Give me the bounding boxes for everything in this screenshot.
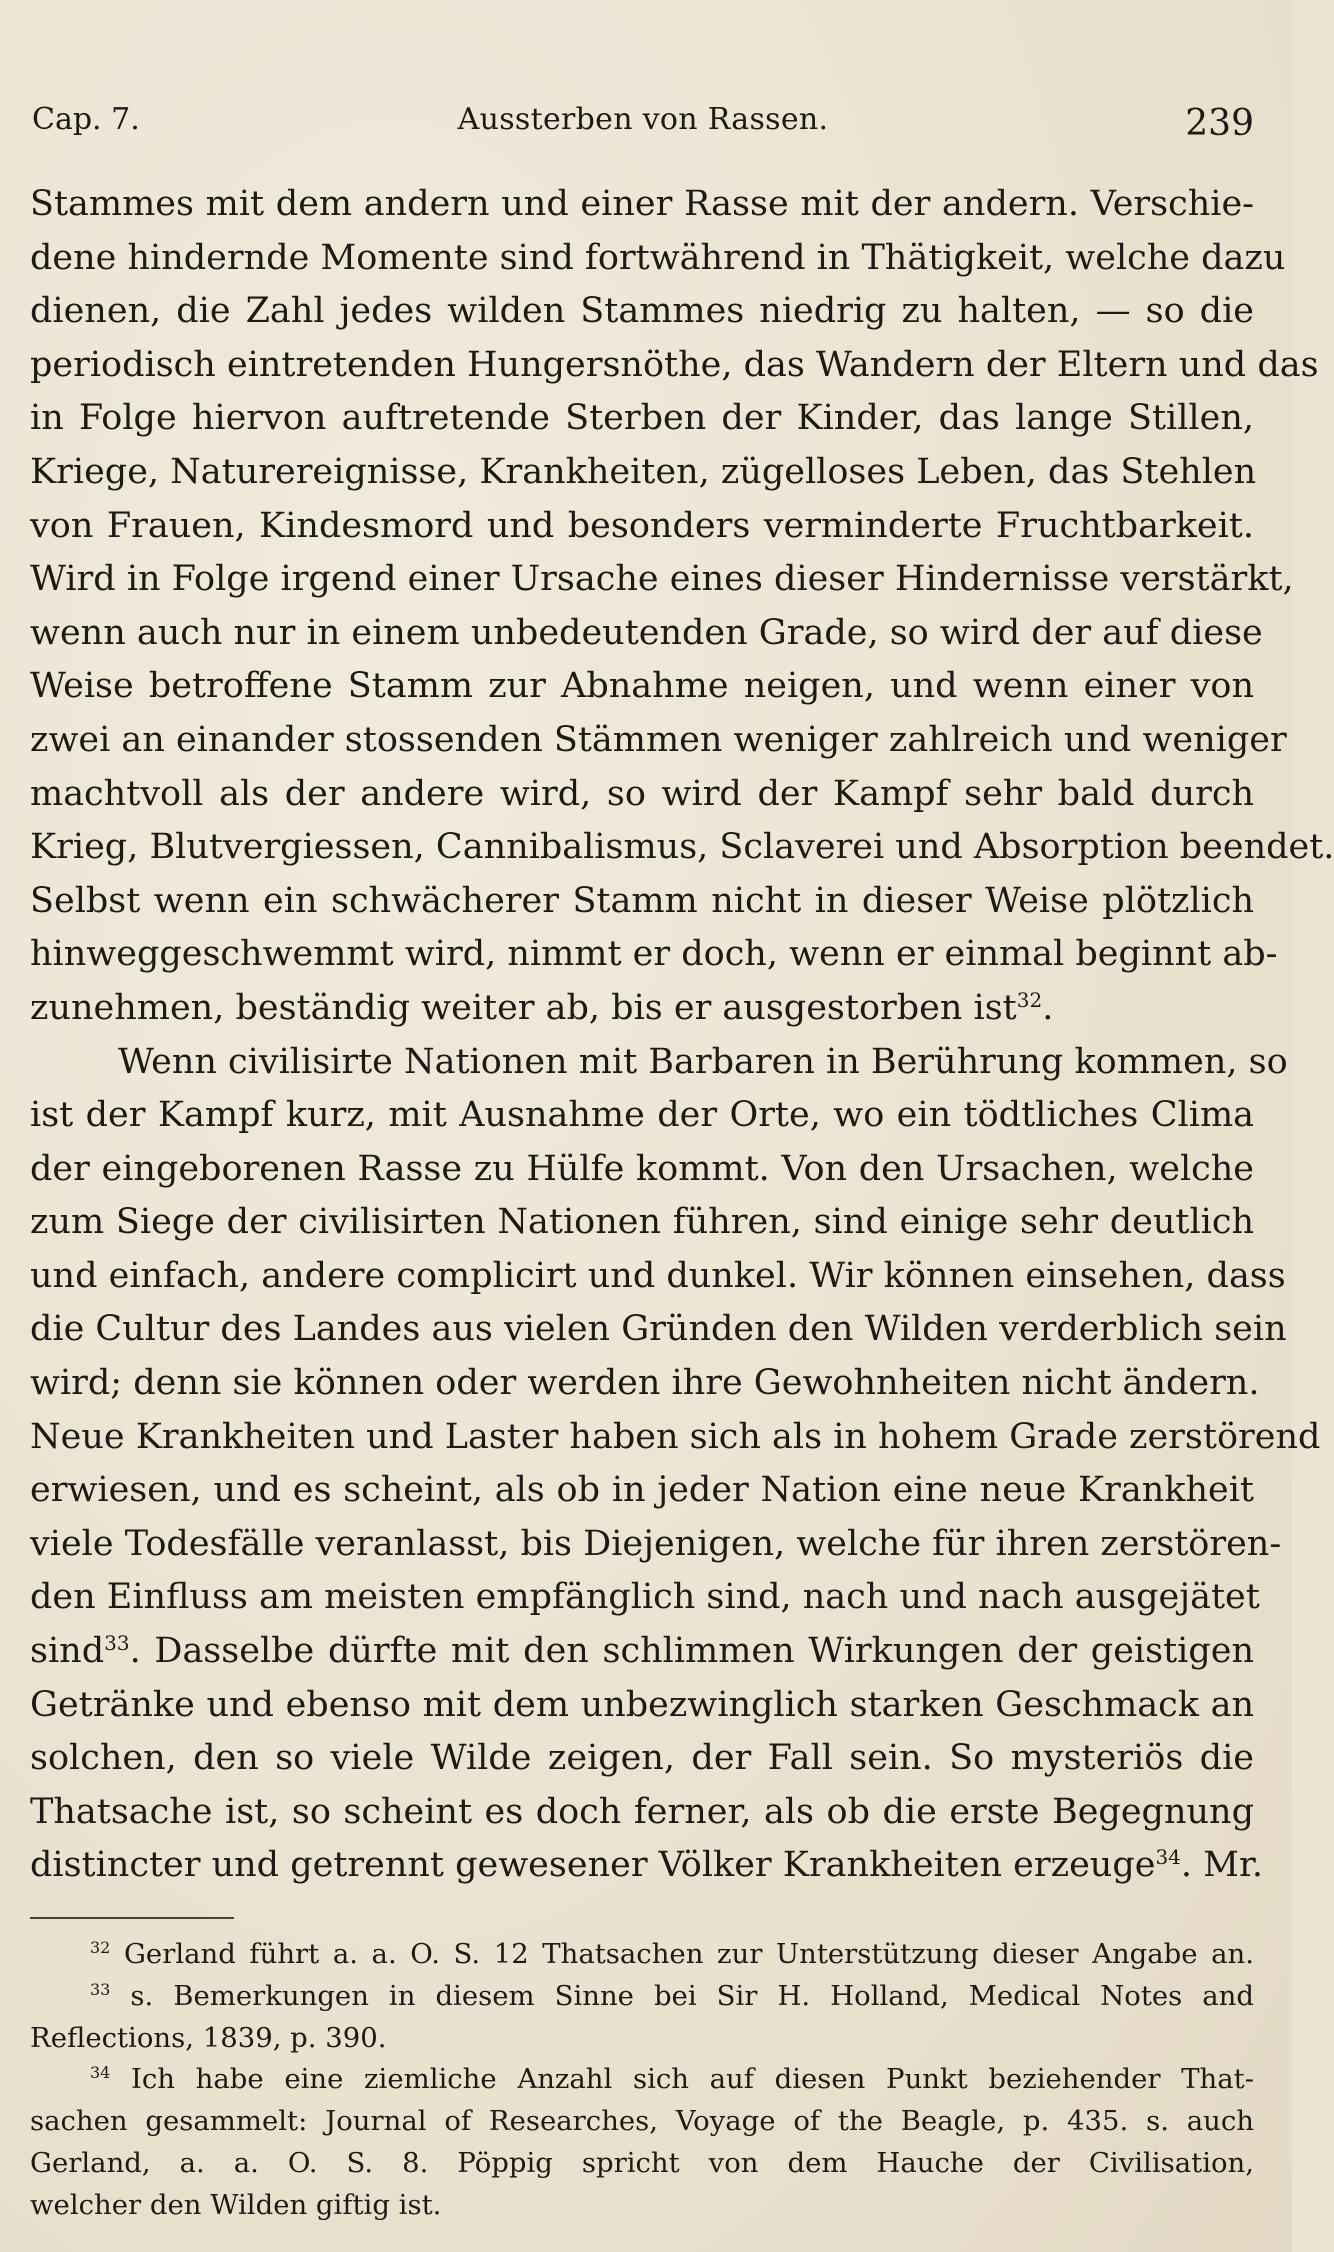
body-line: wenn auch nur in einem unbedeutenden Grade, so wird der auf diese bbox=[30, 612, 1263, 653]
body-line: Selbst wenn ein schwächerer Stamm nicht in dieser Weise plötzlich bbox=[30, 880, 1254, 921]
chapter-label: Cap. 7. bbox=[32, 102, 140, 137]
body-line: die Cultur des Landes aus vielen Gründen den Wilden verderblich sein bbox=[30, 1309, 1287, 1350]
body-line: distincter und getrennt gewesener Völker Krankheiten erzeuge$^{34}$. Mr. bbox=[30, 1845, 1263, 1886]
footnote-ref-33[interactable]: 33 bbox=[104, 1631, 130, 1656]
footnotes bbox=[30, 1934, 1254, 2227]
body-line: der eingeborenen Rasse zu Hülfe kommt. Von den Ursachen, welche bbox=[30, 1148, 1254, 1189]
footnote-34: $^{34}$ Ich habe eine ziemliche Anzahl sich auf diesen Punkt beziehender That- bbox=[90, 2063, 1254, 2096]
body-line: Kriege, Naturereignisse, Krankheiten, zügelloses Leben, das Stehlen bbox=[30, 451, 1257, 492]
body-line: Wenn civilisirte Nationen mit Barbaren in Berührung kommen, so bbox=[118, 1041, 1288, 1082]
body-line: machtvoll als der andere wird, so wird der Kampf sehr bald durch bbox=[30, 773, 1254, 814]
body-line: und einfach, andere complicirt und dunkel. Wir können einsehen, dass bbox=[30, 1255, 1286, 1296]
body-line: Weise betroffene Stamm zur Abnahme neigen, und wenn einer von bbox=[30, 666, 1254, 707]
body-line: periodisch eintretenden Hungersnöthe, das Wandern der Eltern und das bbox=[30, 344, 1319, 385]
body-line: erwiesen, und es scheint, als ob in jeder Nation eine neue Krankheit bbox=[30, 1470, 1254, 1511]
footnote-separator bbox=[30, 1917, 234, 1919]
body-line: von Frauen, Kindesmord und besonders verminderte Fruchtbarkeit. bbox=[30, 505, 1254, 546]
body-line: Wird in Folge irgend einer Ursache eines dieser Hindernisse verstärkt, bbox=[30, 559, 1294, 600]
body-text bbox=[30, 178, 1334, 1893]
body-line: wird; denn sie können oder werden ihre Gewohnheiten nicht ändern. bbox=[30, 1363, 1260, 1404]
running-header bbox=[32, 95, 1254, 145]
footnote-line: Reflections, 1839, p. 390. bbox=[30, 2021, 387, 2054]
body-line: Getränke und ebenso mit dem unbezwinglich starken Geschmack an bbox=[30, 1684, 1254, 1725]
footnote-line: sachen gesammelt: Journal of Researches, Voyage of the Beagle, p. 435. s. auch bbox=[30, 2105, 1254, 2138]
footnote-ref-32[interactable]: 32 bbox=[1016, 987, 1043, 1012]
body-line: ist der Kampf kurz, mit Ausnahme der Orte, wo ein tödtliches Clima bbox=[30, 1095, 1254, 1136]
body-line: zum Siege der civilisirten Nationen führen, sind einige sehr deutlich bbox=[30, 1202, 1254, 1243]
running-title: Aussterben von Rassen. bbox=[457, 102, 829, 137]
body-line: zunehmen, beständig weiter ab, bis er ausgestorben ist$^{32}$. bbox=[30, 987, 1054, 1028]
body-line: Thatsache ist, so scheint es doch ferner, als ob die erste Begegnung bbox=[30, 1791, 1254, 1832]
body-line: Krieg, Blutvergiessen, Cannibalismus, Sclaverei und Absorption beendet. bbox=[30, 827, 1334, 868]
footnote-33: $^{33}$ s. Bemerkungen in diesem Sinne bei Sir H. Holland, Medical Notes and bbox=[90, 1979, 1255, 2012]
footnote-32: $^{32}$ Gerland führt a. a. O. S. 12 Thatsachen zur Unterstützung dieser Angabe an. bbox=[90, 1938, 1254, 1970]
body-line: Stammes mit dem andern und einer Rasse mit der andern. Verschie- bbox=[30, 184, 1254, 224]
body-line: in Folge hiervon auftretende Sterben der Kinder, das lange Stillen, bbox=[30, 398, 1254, 439]
page-number: 239 bbox=[1185, 103, 1254, 144]
body-line: zwei an einander stossenden Stämmen weniger zahlreich und weniger bbox=[30, 719, 1287, 760]
body-line: solchen, den so viele Wilde zeigen, der Fall sein. So mysteriös die bbox=[30, 1738, 1254, 1779]
body-line: dienen, die Zahl jedes wilden Stammes niedrig zu halten, — so die bbox=[30, 291, 1254, 332]
body-line: sind$^{33}$. Dasselbe dürfte mit den schlimmen Wirkungen der geistigen bbox=[30, 1631, 1254, 1672]
body-line: dene hindernde Momente sind fortwährend in Thätigkeit, welche dazu bbox=[30, 237, 1286, 278]
body-line: den Einfluss am meisten empfänglich sind, nach und nach ausgejätet bbox=[30, 1577, 1260, 1618]
footnote-line: welcher den Wilden giftig ist. bbox=[30, 2188, 442, 2221]
body-line: Neue Krankheiten und Laster haben sich als in hohem Grade zerstörend bbox=[30, 1416, 1321, 1457]
footnote-ref-34[interactable]: 34 bbox=[1155, 1845, 1181, 1870]
body-line: viele Todesfälle veranlasst, bis Diejenigen, welche für ihren zerstören- bbox=[30, 1523, 1282, 1564]
body-line: hinweggeschwemmt wird, nimmt er doch, wenn er einmal beginnt ab- bbox=[30, 934, 1278, 975]
footnote-line: Gerland, a. a. O. S. 8. Pöppig spricht von dem Hauche der Civilisation, bbox=[30, 2146, 1254, 2179]
